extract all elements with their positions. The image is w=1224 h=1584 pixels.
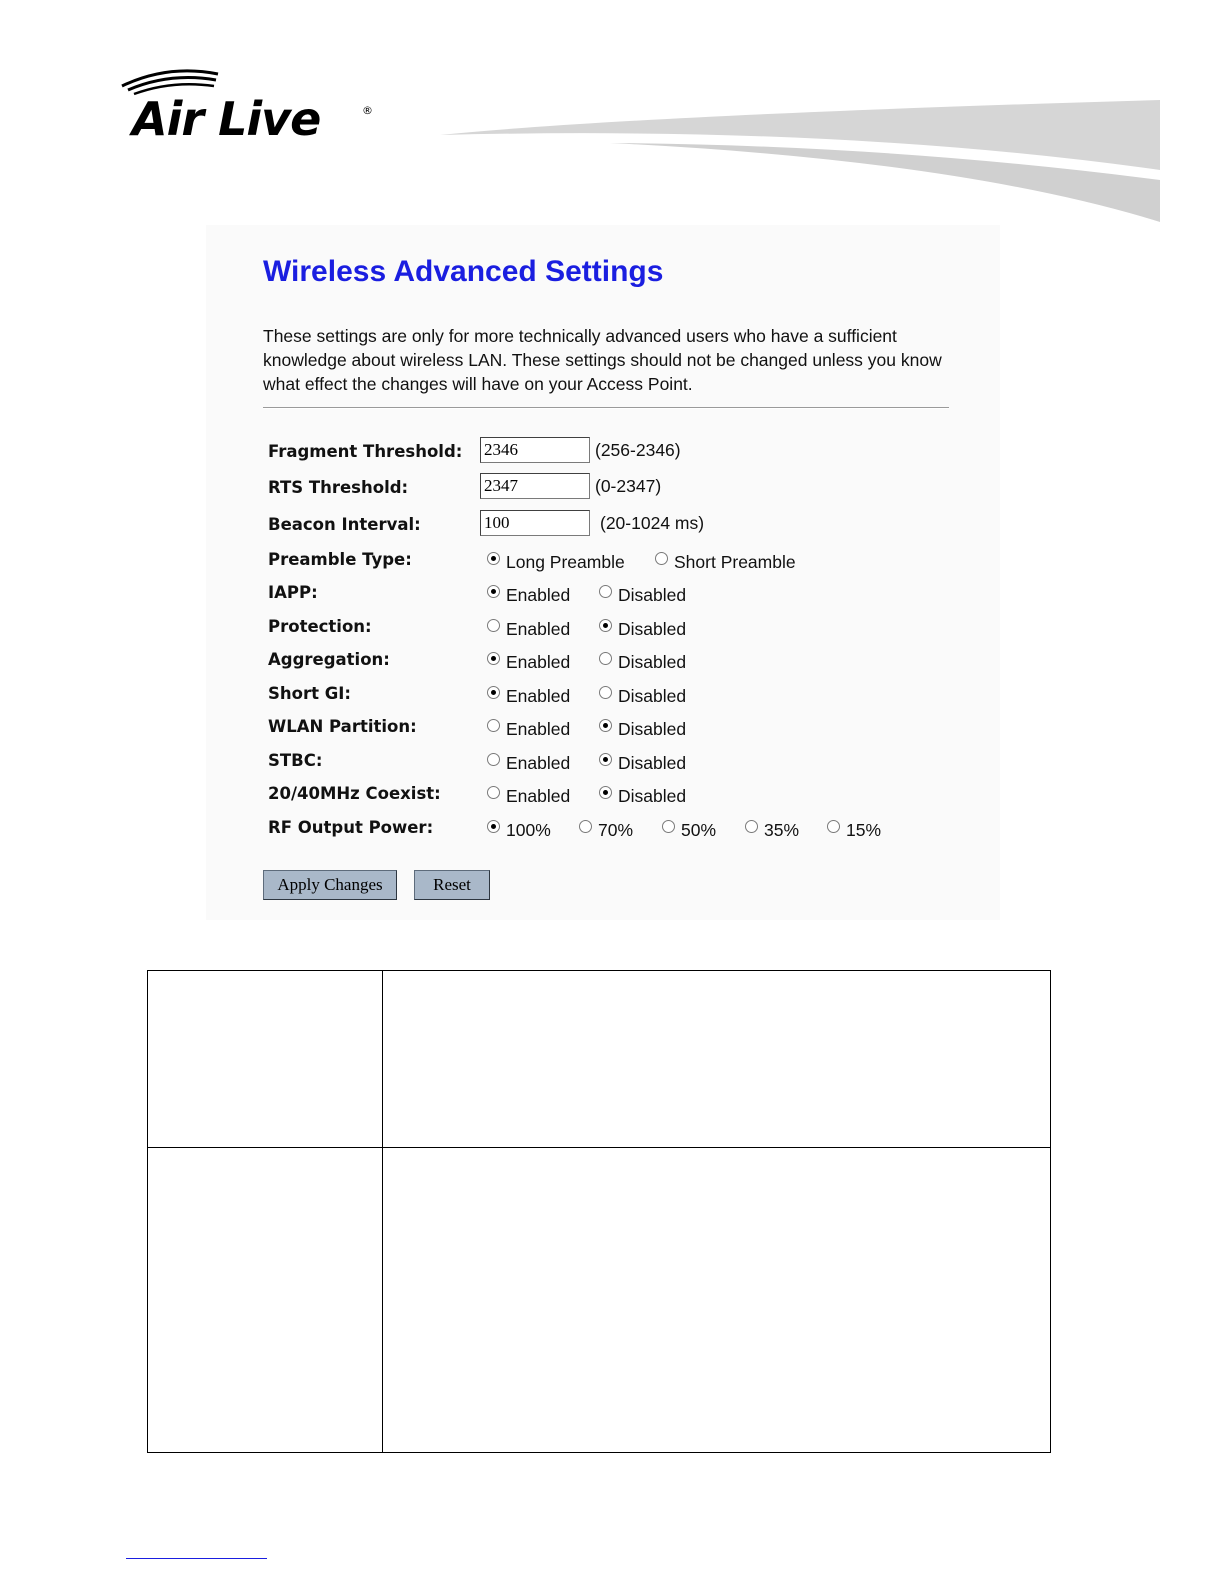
row-coexist [268,779,968,809]
radio-iapp-enabled[interactable] [487,578,570,608]
radio-aggregation-enabled-label: Enabled [506,651,571,672]
radio-long-preamble[interactable] [487,545,625,575]
radio-short-gi-enabled[interactable] [487,679,570,709]
radio-protection-disabled-circle[interactable] [599,619,612,632]
table-cell [148,971,383,1148]
footer-link-underline[interactable] [126,1558,267,1559]
table-row [148,971,1051,1148]
row-rf-output-power [268,813,968,843]
row-iapp [268,578,968,608]
wlan-partition-label: WLAN Partition: [268,717,417,736]
row-protection [268,612,968,642]
iapp-label: IAPP: [268,583,318,602]
table-cell [148,1148,383,1453]
radio-rf-15-circle[interactable] [827,820,840,833]
radio-stbc-disabled-circle[interactable] [599,753,612,766]
rts-threshold-input[interactable] [480,473,590,499]
table-cell [383,1148,1051,1453]
radio-short-gi-disabled[interactable] [599,679,686,709]
radio-rf-70-circle[interactable] [579,820,592,833]
radio-protection-enabled-circle[interactable] [487,619,500,632]
beacon-interval-label: Beacon Interval: [268,515,421,534]
apply-changes-button[interactable]: Apply Changes [263,870,397,900]
row-aggregation [268,645,968,675]
row-rts-threshold [268,473,968,503]
rts-threshold-range: (0-2347) [595,476,662,496]
radio-rf-50[interactable] [662,813,716,843]
intro-text: These settings are only for more technically advanced users who have a sufficient knowledge about wireless LAN. These settings should not be changed unless you know what effect the changes will have on your Access Point. [263,326,942,394]
radio-rf-15-label: 15% [846,819,882,840]
radio-protection-enabled-label: Enabled [506,618,571,639]
radio-rf-100-circle[interactable] [487,820,500,833]
radio-stbc-enabled-label: Enabled [506,752,571,773]
radio-short-preamble[interactable] [655,545,796,575]
radio-short-preamble-label: Short Preamble [674,551,796,572]
radio-short-gi-disabled-label: Disabled [618,685,687,706]
protection-label: Protection: [268,617,372,636]
radio-iapp-enabled-label: Enabled [506,584,571,605]
radio-protection-disabled-label: Disabled [618,618,687,639]
radio-iapp-disabled-circle[interactable] [599,585,612,598]
registered-mark: ® [362,104,373,117]
rf-output-power-label: RF Output Power: [268,818,434,837]
radio-wlan-partition-enabled-label: Enabled [506,718,571,739]
row-beacon-interval [268,510,968,540]
radio-coexist-enabled[interactable] [487,779,570,809]
fragment-threshold-input[interactable] [480,437,590,463]
radio-short-preamble-circle[interactable] [655,552,668,565]
row-wlan-partition [268,712,968,742]
stbc-label: STBC: [268,751,323,770]
header-swoosh-graphic [440,95,1160,225]
aggregation-label: Aggregation: [268,650,390,669]
radio-protection-disabled[interactable] [599,612,686,642]
fragment-threshold-label: Fragment Threshold: [268,442,463,461]
radio-coexist-enabled-circle[interactable] [487,786,500,799]
radio-long-preamble-label: Long Preamble [506,551,625,572]
radio-rf-70[interactable] [579,813,633,843]
radio-rf-35-circle[interactable] [745,820,758,833]
row-fragment-threshold [268,437,968,467]
radio-long-preamble-circle[interactable] [487,552,500,565]
divider [263,407,949,409]
radio-wlan-partition-disabled[interactable] [599,712,686,742]
radio-wlan-partition-enabled[interactable] [487,712,570,742]
radio-rf-15[interactable] [827,813,881,843]
row-short-gi [268,679,968,709]
radio-rf-35[interactable] [745,813,799,843]
row-preamble-type [268,545,968,575]
radio-stbc-enabled[interactable] [487,746,570,776]
radio-short-gi-enabled-circle[interactable] [487,686,500,699]
radio-aggregation-disabled-circle[interactable] [599,652,612,665]
radio-coexist-disabled-circle[interactable] [599,786,612,799]
description-table [147,970,1051,1453]
radio-wlan-partition-enabled-circle[interactable] [487,719,500,732]
radio-stbc-enabled-circle[interactable] [487,753,500,766]
short-gi-label: Short GI: [268,684,352,703]
radio-aggregation-disabled-label: Disabled [618,651,687,672]
radio-aggregation-enabled[interactable] [487,645,570,675]
beacon-interval-input[interactable] [480,510,590,536]
page-title: Wireless Advanced Settings [263,255,664,288]
row-stbc [268,746,968,776]
radio-rf-50-circle[interactable] [662,820,675,833]
radio-rf-35-label: 35% [764,819,800,840]
radio-wlan-partition-disabled-label: Disabled [618,718,687,739]
table-cell [383,971,1051,1148]
radio-stbc-disabled-label: Disabled [618,752,687,773]
radio-coexist-enabled-label: Enabled [506,785,571,806]
table-row [148,1148,1051,1453]
radio-rf-50-label: 50% [681,819,717,840]
wireless-advanced-settings-panel [206,225,1000,920]
radio-rf-100-label: 100% [506,819,551,840]
radio-coexist-disabled-label: Disabled [618,785,687,806]
radio-aggregation-disabled[interactable] [599,645,686,675]
radio-short-gi-enabled-label: Enabled [506,685,571,706]
radio-stbc-disabled[interactable] [599,746,686,776]
reset-button[interactable]: Reset [414,870,490,900]
radio-short-gi-disabled-circle[interactable] [599,686,612,699]
rts-threshold-label: RTS Threshold: [268,478,409,497]
radio-iapp-disabled[interactable] [599,578,686,608]
radio-rf-70-label: 70% [598,819,634,840]
radio-rf-100[interactable] [487,813,551,843]
radio-coexist-disabled[interactable] [599,779,686,809]
fragment-threshold-range: (256-2346) [595,440,681,460]
radio-aggregation-enabled-circle[interactable] [487,652,500,665]
radio-protection-enabled[interactable] [487,612,570,642]
beacon-interval-range: (20-1024 ms) [600,513,705,533]
airlive-logo [118,68,388,148]
radio-wlan-partition-disabled-circle[interactable] [599,719,612,732]
radio-iapp-disabled-label: Disabled [618,584,687,605]
radio-iapp-enabled-circle[interactable] [487,585,500,598]
logo-text: Air Live [132,92,321,146]
preamble-type-label: Preamble Type: [268,550,412,569]
coexist-label: 20/40MHz Coexist: [268,784,441,803]
